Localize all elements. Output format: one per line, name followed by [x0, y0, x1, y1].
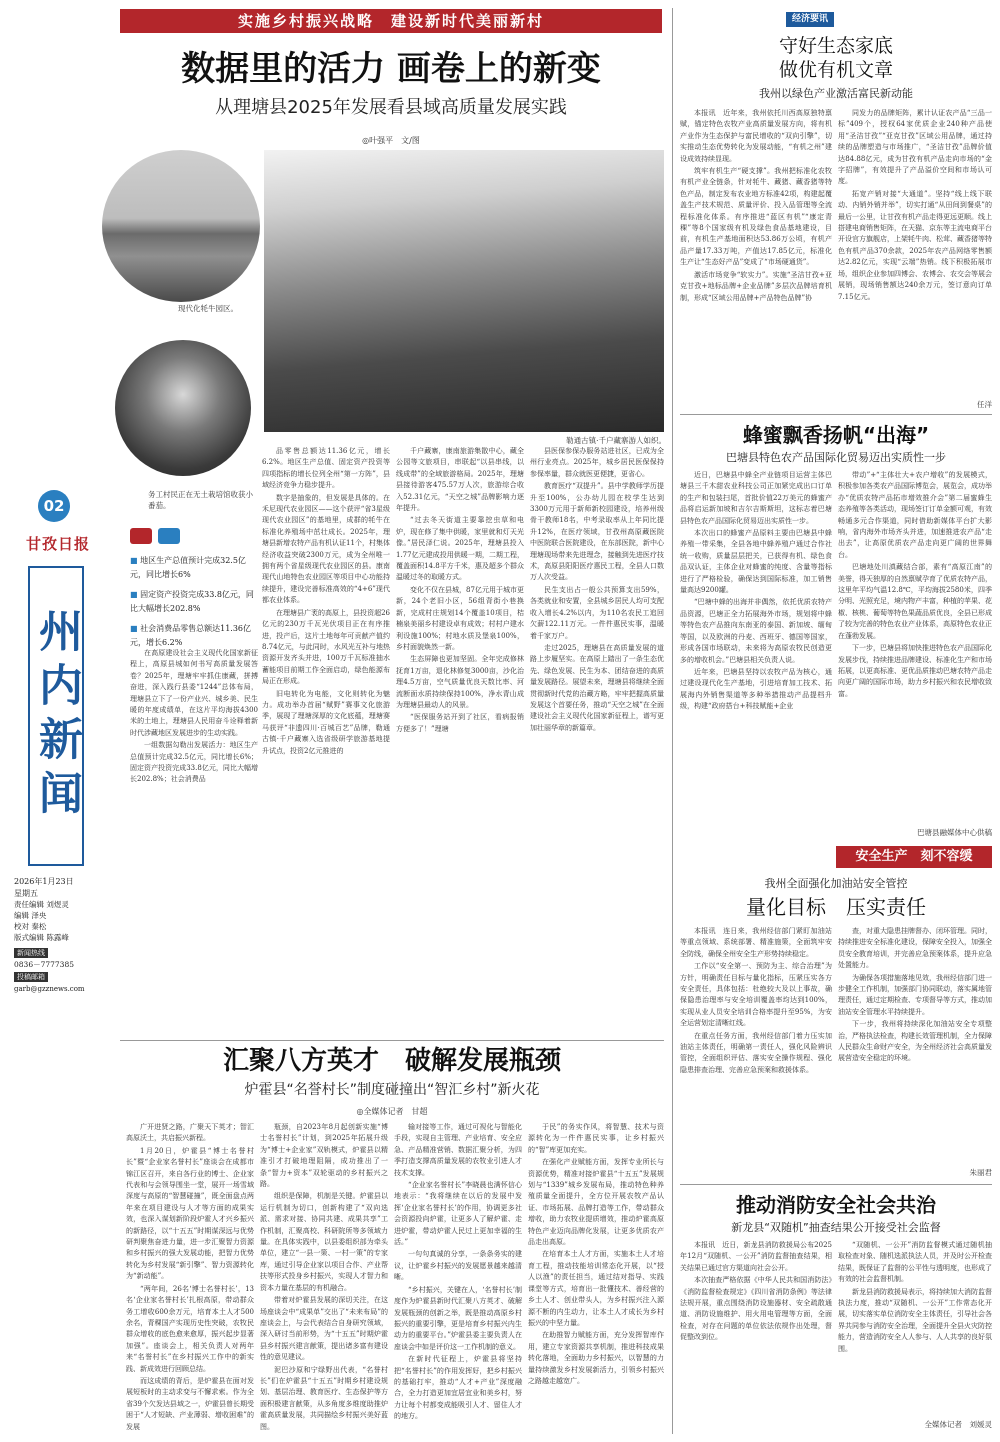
right1-title: 做优有机文章 [778, 59, 893, 81]
old-town-caption: 勒通古镇·千户藏寨游人如织。 [566, 436, 666, 445]
stat-item: ■ 固定资产投资完成33.8亿元，同比大幅增长202.8% [130, 590, 254, 613]
right4-column: “双随机、一公开”消防监督模式通过随机抽取检查对象、随机选派执法人员，并及时公开检查结果，既保证了监督的公平性与透明度，也形成了有效的社会监督机制。 新龙县消防救援局表示，将持续加大消防监督执法力度，推动“双随机、一公开”工作常态化开展，切实落实单位消防安全主体责任，引导社会各界共同参与消防安全治理，全面提升全县火灾防控能力，营造消防安全人人参与、人人共享的良好氛围。 [838, 1241, 992, 1353]
farmer-caption: 务工村民正在无土栽培馆收获小番茄。 [148, 490, 253, 510]
second-column: 瓶颈，自2023年8月起创新实施“博士名誉村长”计划，到2025年拓展升级为“博士+企业家”双轨模式，炉霍县以精准引才打破地理阻隔，成功推出了一条“智力+资本”双轮驱动的乡村振兴之路。 组织是保障，机制是关键。炉霍县以运行机制为切口，创新构建了“双向选派、需求对接、协同共建、成果共享”工作机制，汇聚高校、科研院所等多领域力量。在具体实践中，以县委组织部为牵头单位，建立“一县一策、一村一策”的专家库，通过引导企业家以项目合作、产业帮扶等形式投身乡村振兴，实现人才智力和资本力量在基层的有机融合。 带着对炉霍县发展的深切关注，在这场座谈会中“成果单”交出了“未来布局”的座谈会上，与会代表结合自身研究领域，深入研讨当前形势，为“十五五”时期炉霍县乡村振兴建言献策，提出诸多富有建设性的意见建议。 泥巴沙原和宁绿野出代表，“名誉村长”们在炉霍县“十五五”时期乡村建设规划、基层治理、教育医疗、生态保护等方面积极建言献策，从多角度多维度助推炉霍高质量发展，共同描绘乡村振兴美好蓝图。 [260, 1123, 388, 1431]
lead-subtitle: 从理塘县2025年发展看县域高质量发展实践 [215, 97, 567, 118]
email-address[interactable]: garb@gzznews.com [14, 985, 85, 993]
stats-icons [130, 528, 256, 548]
issue-date: 2026年1月23日 [14, 877, 74, 886]
paper-name: 甘孜日报 [25, 535, 90, 553]
page-number-badge: 02 [38, 490, 70, 522]
second-subtitle: 炉霍县“名誉村长”制度碰撞出“智汇乡村”新火花 [244, 1082, 540, 1098]
right1-title: 守好生态家底 [778, 35, 893, 57]
lead-banner: 实施乡村振兴战略 建设新时代美丽新村 [120, 9, 662, 33]
right2-column: 带动”+“主体壮大+农户增收”的发展模式，积极参加各类农产品国际博览会，展览会，成功举办“优质农特产品拓市增效推介会”第二届蜜蜂生态养殖等各类活动，现场签订订单金额可观，有效畅通多元合作渠道，同时借助新媒体平台扩大影响，省内海外市场齐头并进，加速推进农产品“走出去”，让高原优质农产品走向更广阔的世界舞台。 巴塘地处川滇藏结合部，素有“高原江南”的美誉，得天独厚的自然禀赋孕育了优质农特产品，这里年平均气温12.8℃，平均海拔2580米，四季分明、光照充足，境内物产丰富，种植的苹果、花椒、核桃、葡萄等特色果蔬品质优良，全县已形成了较为完善的特色农业产业体系，高原特色农业正在蓬勃发展。 下一步，巴塘县将加快推进特色农产品国际化发展步伐，持续推进品牌建设、标准化生产和市场拓展，以更高标准、更优品质推动巴塘农特产品走向更广阔的国际市场，助力乡村振兴和农民增收致富。 [838, 471, 992, 698]
right1-signature: 任洋 [977, 400, 992, 409]
stat-item: ■ 地区生产总值预计完成32.5亿元，同比增长6% [130, 556, 246, 579]
issue-weekday: 星期五 [14, 889, 38, 898]
lead-column: 在高原建设社会主义现代化国家新征程上，高原县城如何书写高质量发展答卷？2025年，理塘牢牢抓住康藏，拼搏奋进，深入践行县委“1244”总体布局，理塘县立下了一份产业兴、城乡美、民生暖的年度成绩单，在这片平均海拔4300米的土地上，理塘县人民用奋斗诠释着新时代涉藏地区发展进步的生动实践。 一组数据勾勒出发展活力：地区生产总值预计完成32.5亿元，同比增长6%；固定资产投资完成33.8亿元，同比大幅增长202.8%；社会消费品 [130, 649, 258, 784]
second-column: 广开进贤之路，广聚天下英才；智汇高原沃土，共启振兴新程。 1月20日，炉霍县“博士名誉村长”暨“企业家名誉村长”座谈会在成都市锦江区召开，来自各行业的博士、企业家代表和与会领导围坐一堂，展开一场雪域深度与高原的“智慧碰撞”，既全面盘点两年来在项目建设与人才等方面的成果实效，也深入谋划新阶段炉霍人才兴乡振兴的新路径，以“十五五”时期谋深远与优势研判聚焦奋进力量，进一步汇聚智力资源和乡村振兴的强大发展动能，把智力优势转化为乡村发展“新引擎”、智力资源转化为“新动能”。 “两年间，26名‘博士名誉村长’，13名‘企业家名誉村长’扎根高原，带动群众务工增收600余万元，培育本土人才500余名，青稞国产实现历史性突破，农牧民群众增收的底色愈来愈厚，振兴起步显著加强”。座谈会上，相关负责人对两年来“名誉村长”在乡村振兴工作中的新实践、新成效进行回顾总结。 而这成绩的背后，是炉霍县在面对发展短板时的主动求变与不懈求索。作为全省39个欠发达县域之一，炉霍县曾长期受困于“人才短缺、产业薄弱、增收困难”的发展 [126, 1123, 254, 1431]
second-title: 汇聚八方英才 破解发展瓶颈 [222, 1046, 561, 1076]
section-title: 州内新闻 [28, 566, 84, 866]
lead-column: 千户藏寨，康南旅游集散中心，藏全公园等文旅项目，串联起“以县串线，以线成带”的全域旅游格局。2025年，理塘县接待游客475.57万人次，旅游综合收入52.31亿元，“天空之城”品牌影响力逐年提升。 “过去冬天街道主要靠挖虫草和电炉，现在修了集中供暖，家里就和灯天光像。”居民泽仁说。2025年，理塘县投入1.77亿元建成投用供暖一期，二期工程，覆盖面积14.8平方千米，惠及超多个群众温暖过冬的取暖方式。 变化不仅在县城，87亿元用于城市更新，24个老旧小区，56组背街小巷换新，完成村庄规划14个覆盖10项目，桔楠泉美丽乡村建设卓有成效；村村户建水利设施100%；村地水质及堡泉100%，乡村面貌焕然一新。 生态屏障也更加坚固。全年完成修林抚育1万亩，退化林修复3000亩，沙化治理4.5万亩，空气质量优良天数比率、河流断面水质持续保持100%，净水青山成为理塘县最动人的风景。 “医保服务站开到了社区，看病报销方便多了！”理塘 [396, 447, 524, 733]
right4-column: 本报讯 近日，新龙县消防救援局公布2025年12月“双随机、一公开”消防监督抽查结果，相关结果已通过官方渠道向社会公开。 本次抽查严格依据《中华人民共和国消防法》《消防监督检查规定》《四川省消防条例》等法律法规开展，重点围绕消防设施器材、安全疏散通道、消防设施维护、用火用电管理等方面，全面检查，对存在问题的单位依法依规作出处理，督促整改到位。 [680, 1241, 832, 1342]
second-column: 输对接等工作，通过可视化与智能化手段，实现自主管理、产业培育、安全应急、产品精准营销、数据汇聚分析，为四季打造支撑高质量发展的农牧业引进人才技术支撑。 “企业家名誉村长”李晓晨也满怀信心地表示：“我将继续在以后的发展中发挥‘企业家名誉村长’的作用，协调更多社会资源投向炉霍，让更多人了解炉霍、走进炉霍，带动炉霍人民过上更加幸福的生活。” 一句句真诚的分享，一条条务实的建议，让炉霍乡村振兴的发展愿景越来越清晰。 “乡村振兴，关键在人，‘名誉村长’制度作为炉霍县新时代汇聚八方英才、破解发展瓶颈的创新之举，既是推动高原乡村振兴的重要引擎，更是培育乡村振兴内生动力的重要平台。”炉霍县委主要负责人在座谈会中如是评价这一工作机制的意义。 在新时代征程上，炉霍县将坚持把“名誉村长”的作用发挥好，把乡村振兴的基础打牢，推动“人才+产业”深度融合，全力打造更加宜居宜业和美乡村，努力让每个村都变成能吸引人才、留住人才的地方。 [394, 1123, 522, 1421]
lead-byline: ◎叶强平 文/图 [362, 136, 420, 145]
right3-signature: 朱丽君 [969, 1168, 992, 1177]
right2-subtitle: 巴塘县特色农产品国际化贸易迈出实质性一步 [726, 451, 946, 464]
right1-column: 本报讯 近年来，我州依托川西高原独特禀赋，锚定特色农牧产业高质量发展方向，将有机产业作为生态保护与富民增收的“双向引擎”，切实推动生态优势转化为发展动能，“有机之州”建设成效持续显现。 筑牢有机生产“硬支撑”。我州把标准化农牧有机产业全链条，针对牦牛、藏猪、藏香猪等特色产品，制定发布农业地方标准42项，构建起覆盖生产技术规范、质量评价、投入品管理等全流程标准化体系。有序推进“蓝区有机”“康定青稞”等8个国家级有机及绿色食品基地建设，目前，有机生产基地面积达53.86万公顷，有机产品产量17.33万吨，产值达17.85亿元，标准化生产让“生态好产品”变成了“市场硬通货”。 激活市场竞争“软实力”。实施“圣洁甘孜+亚克甘孜+地标品牌+企业品牌”多层次品牌培育机制，形成“区域公用品牌+产品特色品牌”协 [680, 109, 832, 302]
divider [680, 414, 992, 415]
editor-credit: 责任编辑 刘煜灵 [14, 900, 69, 909]
ranch-caption: 现代化牦牛园区。 [178, 304, 238, 313]
stat-bullet-icon: ■ [130, 624, 138, 633]
lead-column: 品零售总额达11.36亿元，增长6.2%。地区生产总值、固定资产投资等四项指标的增长位列全州“第一方阵”，县域经济竞争力稳步提升。 数字是抽象的，但发展是具体的。在禾尼现代农业园区——这个获评“省3星级现代农业园区”的基地里，成群的牦牛在标准化养殖场中茁壮成长。2025年，理塘县新增农特产品有机认证11个，村集体经济收益突破2300万元，成为全州唯一拥有两个省星级现代农业园区的县。康南现代山地特色农业园区等项目中心功能持续提升，建设完善标准高效的“4+6”现代都农业体系。 在理塘县广袤的高原上，县投资超26亿元的230万千瓦光伏项目正在有序推进，投产后，这片土地每年可贡献产值约8.74亿元，与此同时，水风光互补与地热资源开发齐头并进，100万千瓦标准抽水蓄能项目前期工作全面启动，绿色能源布局正在形成。 旧电转化为电能，文化则转化为魅力。成功举办首届“赋野”赛事文化旅游季，展现了理塘深厚的文化底蕴，理塘赛马获评“非遗四川·百城百艺”品牌，勒通古镇·千户藏寨入选省级研学旅游基地提升试点，投资2亿元推进的 [262, 447, 390, 755]
stats-box [130, 528, 256, 650]
email-label: 投稿邮箱 [14, 972, 48, 982]
right3-title: 量化目标 压实责任 [746, 895, 926, 919]
divider [680, 1184, 992, 1185]
masthead-sidebar [8, 480, 108, 1420]
safety-banner: 安全生产 刻不容缓 [836, 846, 992, 868]
stat-item: ■ 社会消费品零售总额达11.36亿元，增长6.2% [130, 624, 252, 647]
right1-column: 同发力的品牌矩阵，累计认证农产品“三品一标”409个，授权64家优质企业240种产品使用“圣洁甘孜”“亚克甘孜”区域公用品牌，通过持续的品牌塑造与市场推广，“圣洁甘孜”品牌价值达84.88亿元，成为甘孜有机产品走向市场的“金字招牌”，有效提升了产品溢价空间和市场认可度。 拓宽产销对接“大通道”。坚持“线上线下联动、内销外销并举”，切实打通“从田间到餐桌”的最后一公里，让甘孜有机产品走得更远更顺。线上搭建电商销售矩阵，在天猫、京东等主流电商平台开设官方旗舰店，上架牦牛肉、松茸、藏香猪等特色有机产品370余款，2025年农产品网络零售额达2.82亿元，实现“云端”热销。线下积极拓展市场，组织企业参加四博会、农博会、农交会等展会展销，现场销售额达240余万元，签订意向订单7.15亿元。 [838, 109, 992, 301]
right4-title: 推动消防安全社会共治 [736, 1193, 936, 1217]
right4-signature: 全媒体记者 刘媛灵 [924, 1420, 992, 1429]
divider [120, 1040, 664, 1041]
old-town-photo [264, 150, 664, 432]
lead-column: 县医保参保办服务站进社区，已成为全州行业亮点。2025年，城乡居民医保保持参保率量，群众就医更便捷，更省心。 教育医疗“双提升”。县中学教师学历提升至100%，公办幼儿园在校学生达到3300万元用于新师新校园建设，培养州级骨干教师18名，中考录取率从上年同比提升12%，在医疗领域，甘孜州高原藏医院中医院联合医院建设，在东部医院，新中心理塘现场带来先进理念，接触到先进医疗技术，高原县阳阳医疗惠民工程，全县人口数万人次受益。 民生支出占一般公共预算支出59%，各类就业和安置，全县城乡居民人均可支配收入增长4.2%以内，为110名农民工追回欠薪122.11万元。一件件惠民实事，温暖着千家万户。 走过2025，理塘县在高质量发展的道路上步履坚实。在高原上踏出了一条生态优先、绿色发展、民生为本、团结奋进的高质量发展路径。展望未来，理塘县将继续全面贯彻新时代党的治藏方略，牢牢把握高质量发展这个首要任务，推动“天空之城”在全面建设社会主义现代化国家新征程上，谱写更加壮丽华章的新篇章。 [530, 447, 664, 732]
second-column: 于民”的务实作风，将智慧、技术与资源转化为一件件惠民实事，让乡村振兴的“智”库更加充实。 在强化产业赋能方面，发挥专业所长与资源优势，精准对接炉霍县“十五五”发展规划与“1339”城乡发展布局，推动特色种养殖质量全面提升，全方位开展农牧产品认证、市场拓展、品牌打造等工作，带动群众增收，助力农牧业提质增效，推动炉霍高原特色产业迈向品牌化发展，让更多优质农产品走出高原。 在培育本土人才方面，实施本土人才培育工程，推动技能培训常态化开展，以“授人以渔”的责任担当，通过结对指导、实践课堂等方式，培育出一批懂技术、善经营的乡土人才、创业带头人，为乡村振兴注入源源不断的内生动力，让本土人才成长为乡村振兴的中坚力量。 在助推智力赋能方面，充分发挥智库作用，建立专家资源共享机制，推进科技成果转化落地，全面助力乡村振兴，以智慧的力量持续激发乡村发展新活力，引领乡村振兴之路越走越宽广。 [528, 1123, 664, 1385]
right2-title: 蜂蜜飘香扬帆“出海” [742, 423, 930, 447]
chat-icon [158, 528, 180, 544]
right2-signature: 巴塘县融媒体中心供稿 [917, 828, 992, 837]
economy-tag: 经济要讯 [786, 12, 834, 27]
farmer-photo [115, 340, 251, 476]
hotline-label: 新闻热线 [14, 948, 48, 958]
second-byline: ◎全媒体记者 甘超 [356, 1107, 428, 1116]
hotline-number: 0836－7777385 [14, 960, 74, 969]
right4-subtitle: 新龙县“双随机”抽查结果公开接受社会监督 [731, 1221, 941, 1234]
right3-subtitle: 我州全面强化加油站安全管控 [764, 877, 908, 890]
stat-bullet-icon: ■ [130, 590, 138, 599]
stat-bullet-icon: ■ [130, 556, 138, 565]
editor-credit: 校对 秦松 [14, 922, 47, 931]
column-divider [672, 8, 673, 1434]
right3-column: 本报讯 连日来，我州经信部门紧盯加油站等重点领域、系统部署、精准施策，全面筑牢安全防线，确保全州安全生产形势持续稳定。 工作以“安全第一、预防为主、综合治理”为方针，明确责任目标与量化指标，压紧压实各方安全责任，具体包括：杜绝较大及以上事故，确保隐患治理率与安全培训覆盖率均达到100%，实现从业人员安全培训合格率提升至95%，为安全运营划定清晰红线。 在重点任务方面，我州经信部门着力压实加油站主体责任，明确第一责任人，强化风险辨识管控，全面组织评估、落实安全操作规程、强化隐患排查治理、完善应急预案和救援体系。 [680, 927, 832, 1074]
ranch-photo [102, 150, 260, 302]
lead-title: 数据里的活力 画卷上的新变 [181, 49, 601, 89]
editor-credit: 版式编辑 陈露峰 [14, 933, 69, 942]
right1-subtitle: 我州以绿色产业激活富民新动能 [759, 87, 913, 100]
editor-credit: 编辑 泽央 [14, 911, 47, 920]
right2-column: 近日，巴塘县中蜂全产业链项目运营主体巴塘县三千木甜农业科技公司正加紧完成出口订单的生产和包装扫尾，首批价值22万美元的蜂蜜产品将启运新加坡和吉尔吉斯斯坦，这标志着巴塘县特色农产品国际化贸易迈出实质性一步。 本次出口的蜂蜜产品原料主要由巴塘县中蜂养殖一带采集，全县各地中蜂养殖户通过合作社统一收购，质量层层把关，已获得有机、绿色食品双认证，主体企业对蜂蜜的纯度、含量等指标进行了严格检验，确保达到国际标准，加工销售量高达9200罐。 “巴塘中蜂的出海并非偶然，依托优质农特产品资源，巴塘正全力拓展海外市场，规划将中蜂等特色农产品推向东南亚的泰国、新加坡、缅甸等国，以及欧洲的丹麦、西班牙、德国等国家，形成各国市场联动，未来将为高原农牧民创造更多的增收机会。”巴塘县相关负责人说。 近年来，巴塘县坚持以农牧产品为核心，通过建设现代化生产基地，引进培育加工技术、拓展海内外销售渠道等多种举措推动产品提档升级，构建“政府搭台+科技赋能+企业 [680, 471, 832, 711]
chat-icon [130, 528, 152, 544]
right3-column: 查，对重大隐患挂牌督办、闭环管理。同时，持续推进安全标准化建设，保障安全投入，加强全员安全教育培训，并完善应急预案体系，提升应急处置能力。 为确保各项措施落地见效，我州经信部门进一步健全工作机制，加强部门协同联动，落实属地管理责任，通过定期检查、专项督导等方式，推动加油站安全管理水平持续提升。 下一步，我州将持续深化加油站安全专项整治，严格执法检查，构建长效管理机制，全力保障人民群众生命财产安全，为全州经济社会高质量发展营造安全稳定的环境。 [838, 927, 992, 1063]
